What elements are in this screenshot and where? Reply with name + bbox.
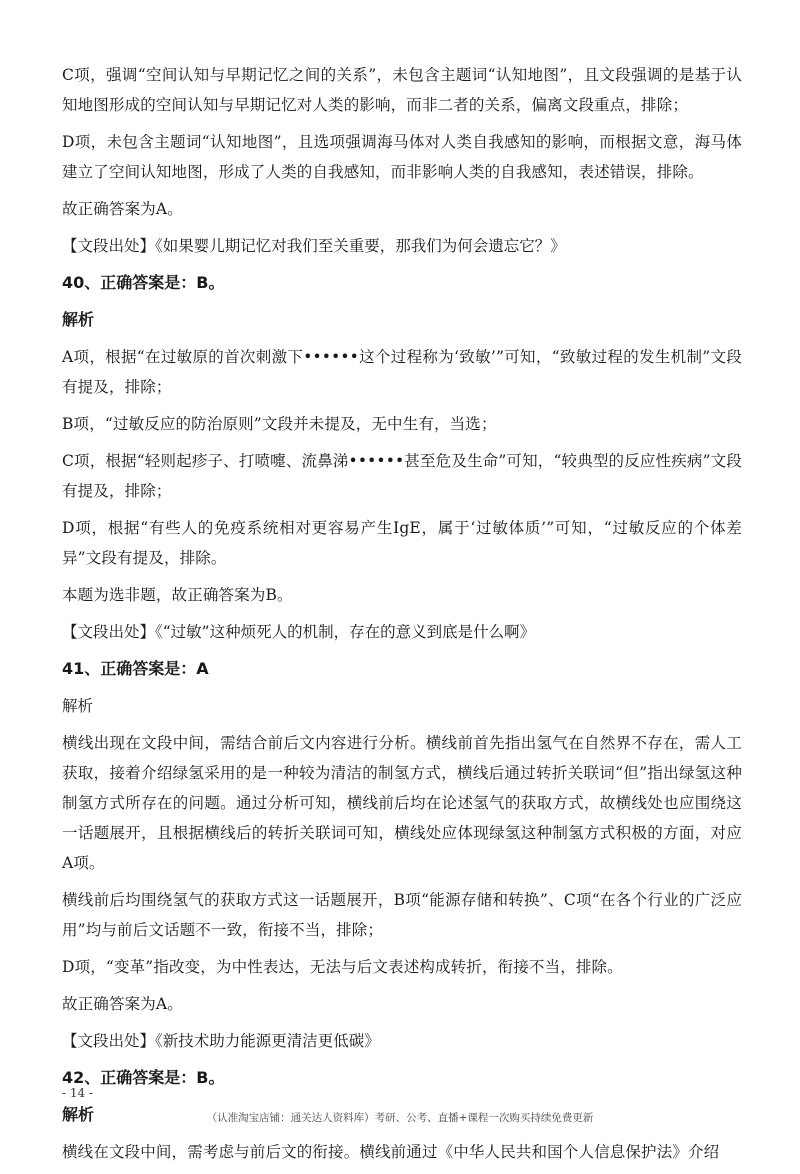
analysis-heading-q42: 解析	[62, 1105, 95, 1124]
paragraph-option-bc-q41: 横线前后均围绕氢气的获取方式这一话题展开，B项“能源存储和转换”、C项“在各个行业的广泛应用”均与前后文话题不一致，衔接不当，排除；	[62, 891, 742, 939]
analysis-heading-q40: 解析	[62, 310, 95, 329]
question-41-answer: 41、正确答案是：A	[62, 659, 209, 678]
question-42-answer: 42、正确答案是：B。	[62, 1068, 225, 1087]
paragraph-option-d-q39: D项，未包含主题词“认知地图”，且选项强调海马体对人类自我感知的影响，而根据文意，海马体建立了空间认知地图，形成了人类的自我感知，而非影响人类的自我感知，表述错误，排除。	[62, 133, 742, 181]
paragraph-analysis-q41: 横线出现在文段中间，需结合前后文内容进行分析。横线前首先指出氢气在自然界不存在，需人工获取，接着介绍绿氢采用的是一种较为清洁的制氢方式，横线后通过转折关联词“但”指出绿氢这种制氢方式所存在的问题。通过分析可知，横线前后均在论述氢气的获取方式，故横线处也应围绕这一话题展开，且根据横线后的转折关联词可知，横线处应体现绿氢这种制氢方式积极的方面，对应A项。	[62, 734, 742, 872]
answer-conclusion-q40: 本题为选非题，故正确答案为B。	[62, 586, 293, 604]
document-body	[62, 60, 742, 1174]
analysis-heading-q41: 解析	[62, 697, 94, 715]
answer-conclusion-q41: 故正确答案为A。	[62, 995, 183, 1013]
answer-conclusion-q39: 故正确答案为A。	[62, 200, 183, 218]
paragraph-option-b-q40: B项，“过敏反应的防治原则”文段并未提及，无中生有，当选；	[62, 415, 497, 433]
footer-note: （认准淘宝店铺：通关达人资料库）考研、公考、直播+课程一次购买持续免费更新	[206, 1112, 594, 1124]
paragraph-option-d-q40: D项，根据“有些人的免疫系统相对更容易产生IgE，属于‘过敏体质’”可知，“过敏反应的个体差异”文段有提及，排除。	[62, 519, 742, 567]
source-citation-q41: 【文段出处】《新技术助力能源更清洁更低碳》	[62, 1032, 380, 1050]
paragraph-option-d-q41: D项，“变革”指改变，为中性表达，无法与后文表述构成转折，衔接不当，排除。	[62, 958, 623, 976]
question-40-answer: 40、正确答案是：B。	[62, 273, 225, 292]
page-number: - 14 -	[62, 1086, 94, 1100]
paragraph-option-c-q39: C项，强调“空间认知与早期记忆之间的关系”，未包含主题词“认知地图”，且文段强调的是基于认知地图形成的空间认知与早期记忆对人类的影响，而非二者的关系，偏离文段重点，排除；	[62, 66, 742, 114]
source-citation-q40: 【文段出处】《“过敏”这种烦死人的机制，存在的意义到底是什么啊》	[62, 623, 536, 641]
paragraph-option-a-q40: A项，根据“在过敏原的首次刺激下••••••这个过程称为‘致敏’”可知，“致敏过程的发生机制”文段有提及，排除；	[62, 348, 742, 396]
source-citation-q39: 【文段出处】《如果婴儿期记忆对我们至关重要，那我们为何会遗忘它？》	[62, 237, 566, 255]
paragraph-option-c-q40: C项，根据“轻则起疹子、打喷嚏、流鼻涕••••••甚至危及生命”可知，“较典型的反应性疾病”文段有提及，排除；	[62, 452, 742, 500]
paragraph-analysis-q42: 横线在文段中间，需考虑与前后文的衔接。横线前通过《中华人民共和国个人信息保护法》介绍	[62, 1143, 720, 1161]
